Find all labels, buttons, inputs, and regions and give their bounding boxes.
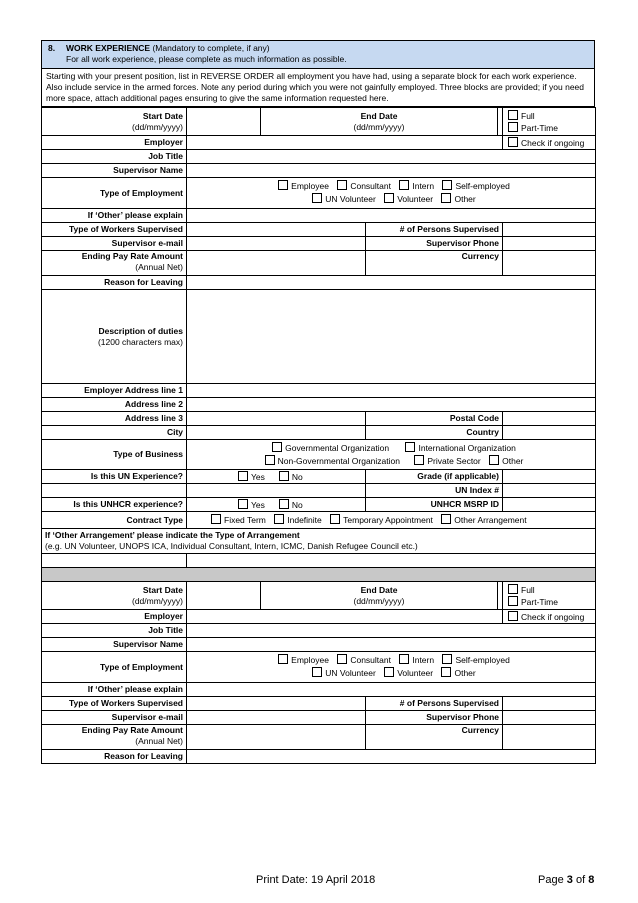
reason-leaving-label: Reason for Leaving: [42, 276, 187, 290]
employer-field[interactable]: [187, 136, 503, 150]
section-intro: Starting with your present position, list in REVERSE ORDER all employment you have had, using a separate block for each work experience. Also include service in the armed forces. Note any period during which you were not gainfully employed. Three blocks are provided; if you need more space, attach additional pages ensuring to give the same information requested here.: [41, 69, 595, 107]
biz-other-checkbox[interactable]: [489, 455, 499, 465]
temporary-label: Temporary Appointment: [343, 515, 433, 525]
other-arrangement-label: Other Arrangement: [454, 515, 527, 525]
work-experience-table: [41, 107, 596, 764]
postal-code-field[interactable]: [503, 412, 596, 426]
governmental-org-label: Governmental Organization: [285, 442, 390, 453]
international-org-label: International Organization: [418, 442, 516, 453]
other-arrangement-checkbox[interactable]: [441, 514, 451, 524]
description-field[interactable]: [187, 290, 596, 384]
num-persons-field[interactable]: [503, 697, 596, 711]
part-time-checkbox[interactable]: [508, 122, 518, 132]
num-persons-label: # of Persons Supervised: [366, 697, 503, 711]
full-label: Full: [521, 110, 535, 121]
volunteer-label: Volunteer: [397, 668, 434, 678]
date-format-label: (dd/mm/yyyy): [353, 595, 405, 606]
supervisor-name-label: Supervisor Name: [42, 164, 187, 178]
other-checkbox[interactable]: [441, 193, 451, 203]
temporary-checkbox[interactable]: [330, 514, 340, 524]
supervisor-email-label: Supervisor e-mail: [42, 711, 187, 725]
address3-label: Address line 3: [42, 412, 187, 426]
un-volunteer-checkbox[interactable]: [312, 193, 322, 203]
volunteer-checkbox[interactable]: [384, 193, 394, 203]
print-date: Print Date: 19 April 2018: [256, 874, 376, 886]
job-title-label: Job Title: [42, 624, 187, 638]
ongoing-label: Check if ongoing: [521, 611, 585, 622]
date-format-label: (dd/mm/yyyy): [132, 595, 183, 606]
date-format-label: (dd/mm/yyyy): [132, 121, 183, 132]
currency-label: Currency: [366, 251, 503, 276]
intern-checkbox[interactable]: [399, 180, 409, 190]
un-volunteer-label: UN Volunteer: [325, 194, 376, 204]
dates-row: [42, 582, 596, 610]
full-label: Full: [521, 584, 535, 595]
section-number: 8.: [48, 43, 56, 53]
employer-label: Employer: [42, 610, 187, 624]
employer-field[interactable]: [187, 610, 503, 624]
employee-label: Employee: [291, 655, 329, 665]
ending-pay-field[interactable]: [187, 725, 366, 750]
blank-cell: [187, 484, 366, 498]
private-sector-checkbox[interactable]: [414, 455, 424, 465]
start-date-field[interactable]: [187, 108, 261, 136]
consultant-label: Consultant: [350, 181, 391, 191]
private-sector-label: Private Sector: [427, 455, 481, 466]
if-other-label: If ‘Other’ please explain: [42, 209, 187, 223]
un-index-label: UN Index #: [366, 484, 503, 498]
city-label: City: [42, 426, 187, 440]
ending-pay-label: Ending Pay Rate Amount: [81, 251, 183, 261]
grade-field[interactable]: [503, 470, 596, 484]
supervisor-email-field[interactable]: [187, 237, 366, 251]
is-un-label: Is this UN Experience?: [42, 470, 187, 484]
supervisor-name-field[interactable]: [187, 638, 596, 652]
end-date-label: End Date: [360, 584, 398, 595]
type-workers-label: Type of Workers Supervised: [42, 697, 187, 711]
if-other-label: If ‘Other’ please explain: [42, 683, 187, 697]
ending-pay-field[interactable]: [187, 251, 366, 276]
blank-cell: [42, 554, 187, 568]
reason-leaving-label: Reason for Leaving: [42, 750, 187, 764]
msrp-label: UNHCR MSRP ID: [366, 498, 503, 512]
is-unhcr-yes-checkbox[interactable]: [238, 499, 248, 509]
msrp-field[interactable]: [503, 498, 596, 512]
city-field[interactable]: [187, 426, 366, 440]
currency-label: Currency: [366, 725, 503, 750]
other-label: Other: [454, 194, 476, 204]
section-title-note: (Mandatory to complete, if any): [152, 43, 270, 53]
is-un-no-label: No: [291, 471, 303, 482]
type-workers-field[interactable]: [187, 697, 366, 711]
consultant-label: Consultant: [350, 655, 391, 665]
reason-leaving-field[interactable]: [187, 276, 596, 290]
indefinite-checkbox[interactable]: [274, 514, 284, 524]
ongoing-label: Check if ongoing: [521, 137, 585, 148]
num-persons-field[interactable]: [503, 223, 596, 237]
is-un-yes-checkbox[interactable]: [238, 471, 248, 481]
currency-field[interactable]: [503, 251, 596, 276]
start-date-field[interactable]: [187, 582, 261, 610]
self-employed-label: Self-employed: [455, 181, 510, 191]
fixed-term-checkbox[interactable]: [211, 514, 221, 524]
section-title: WORK EXPERIENCE: [66, 43, 151, 53]
part-time-label: Part-Time: [521, 596, 558, 607]
contract-type-label: Contract Type: [42, 512, 187, 529]
description-note: (1200 characters max): [97, 336, 183, 347]
country-label: Country: [366, 426, 503, 440]
annual-net-label: (Annual Net): [135, 736, 183, 746]
job-title-label: Job Title: [42, 150, 187, 164]
fixed-term-label: Fixed Term: [224, 515, 266, 525]
job-title-field[interactable]: [187, 150, 596, 164]
employer-row: [42, 136, 596, 150]
employee-label: Employee: [291, 181, 329, 191]
is-un-no-checkbox[interactable]: [279, 471, 289, 481]
volunteer-label: Volunteer: [397, 194, 434, 204]
currency-field[interactable]: [503, 725, 596, 750]
ngo-checkbox[interactable]: [265, 455, 275, 465]
section-subtitle: For all work experience, please complete as much information as possible.: [66, 54, 347, 64]
is-unhcr-no-checkbox[interactable]: [279, 499, 289, 509]
is-un-yes-label: Yes: [251, 471, 265, 482]
governmental-org-checkbox[interactable]: [272, 442, 282, 452]
self-employed-checkbox[interactable]: [442, 180, 452, 190]
page-word: Page: [538, 874, 564, 886]
grade-label: Grade (if applicable): [366, 470, 503, 484]
dates-row: [42, 108, 596, 136]
ending-pay-label: Ending Pay Rate Amount: [81, 725, 183, 735]
address1-field[interactable]: [187, 384, 596, 398]
if-other-field[interactable]: [187, 683, 596, 697]
type-workers-field[interactable]: [187, 223, 366, 237]
page-number: 3: [566, 874, 573, 886]
international-org-checkbox[interactable]: [405, 442, 415, 452]
job-title-field[interactable]: [187, 624, 596, 638]
employee-checkbox[interactable]: [278, 654, 288, 664]
supervisor-name-field[interactable]: [187, 164, 596, 178]
biz-other-label: Other: [502, 455, 524, 466]
full-checkbox[interactable]: [508, 584, 518, 594]
other-checkbox[interactable]: [441, 667, 451, 677]
reason-leaving-field[interactable]: [187, 750, 596, 764]
page-indicator: [538, 874, 594, 886]
intern-checkbox[interactable]: [399, 654, 409, 664]
self-employed-label: Self-employed: [455, 655, 510, 665]
annual-net-label: (Annual Net): [135, 262, 183, 272]
date-format-label: (dd/mm/yyyy): [353, 121, 405, 132]
supervisor-email-label: Supervisor e-mail: [42, 237, 187, 251]
start-date-label: Start Date: [142, 110, 183, 121]
intern-label: Intern: [412, 181, 435, 191]
employer-label: Employer: [42, 136, 187, 150]
page-total: 8: [588, 874, 595, 886]
address3-field[interactable]: [187, 412, 366, 426]
supervisor-name-label: Supervisor Name: [42, 638, 187, 652]
full-checkbox[interactable]: [508, 110, 518, 120]
type-employment-label: Type of Employment: [42, 652, 187, 683]
is-unhcr-label: Is this UNHCR experience?: [42, 498, 187, 512]
supervisor-phone-label: Supervisor Phone: [366, 711, 503, 725]
num-persons-label: # of Persons Supervised: [366, 223, 503, 237]
section-header: [41, 40, 595, 69]
supervisor-phone-field[interactable]: [503, 237, 596, 251]
other-arrangement-prompt: If ‘Other Arrangement’ please indicate the Type of Arrangement: [45, 530, 300, 540]
other-arrangement-example: (e.g. UN Volunteer, UNOPS ICA, Individual Consultant, Intern, ICMC, Danish Refugee Council etc.): [45, 541, 418, 551]
un-volunteer-label: UN Volunteer: [325, 668, 376, 678]
self-employed-checkbox[interactable]: [442, 654, 452, 664]
indefinite-label: Indefinite: [287, 515, 322, 525]
volunteer-checkbox[interactable]: [384, 667, 394, 677]
work-experience-form: [41, 40, 595, 764]
type-workers-label: Type of Workers Supervised: [42, 223, 187, 237]
address2-label: Address line 2: [42, 398, 187, 412]
intern-label: Intern: [412, 655, 435, 665]
consultant-checkbox[interactable]: [337, 180, 347, 190]
other-arrangement-field[interactable]: [187, 554, 596, 568]
part-time-label: Part-Time: [521, 122, 558, 133]
other-label: Other: [454, 668, 476, 678]
un-volunteer-checkbox[interactable]: [312, 667, 322, 677]
type-business-label: Type of Business: [42, 440, 187, 470]
country-field[interactable]: [503, 426, 596, 440]
postal-code-label: Postal Code: [366, 412, 503, 426]
description-label: Description of duties: [98, 325, 183, 336]
is-unhcr-no-label: No: [291, 499, 303, 510]
blank-cell: [42, 484, 187, 498]
ngo-label: Non-Governmental Organization: [277, 455, 400, 466]
block-separator: [42, 568, 596, 582]
address1-label: Employer Address line 1: [42, 384, 187, 398]
type-employment-label: Type of Employment: [42, 178, 187, 209]
supervisor-email-field[interactable]: [187, 711, 366, 725]
un-index-field[interactable]: [503, 484, 596, 498]
start-date-label: Start Date: [142, 584, 183, 595]
address2-field[interactable]: [187, 398, 596, 412]
employee-checkbox[interactable]: [278, 180, 288, 190]
of-word: of: [575, 874, 586, 886]
if-other-field[interactable]: [187, 209, 596, 223]
ongoing-checkbox[interactable]: [508, 611, 518, 621]
ongoing-checkbox[interactable]: [508, 137, 518, 147]
end-date-label: End Date: [360, 110, 398, 121]
consultant-checkbox[interactable]: [337, 654, 347, 664]
is-unhcr-yes-label: Yes: [251, 499, 265, 510]
supervisor-phone-field[interactable]: [503, 711, 596, 725]
part-time-checkbox[interactable]: [508, 596, 518, 606]
supervisor-phone-label: Supervisor Phone: [366, 237, 503, 251]
